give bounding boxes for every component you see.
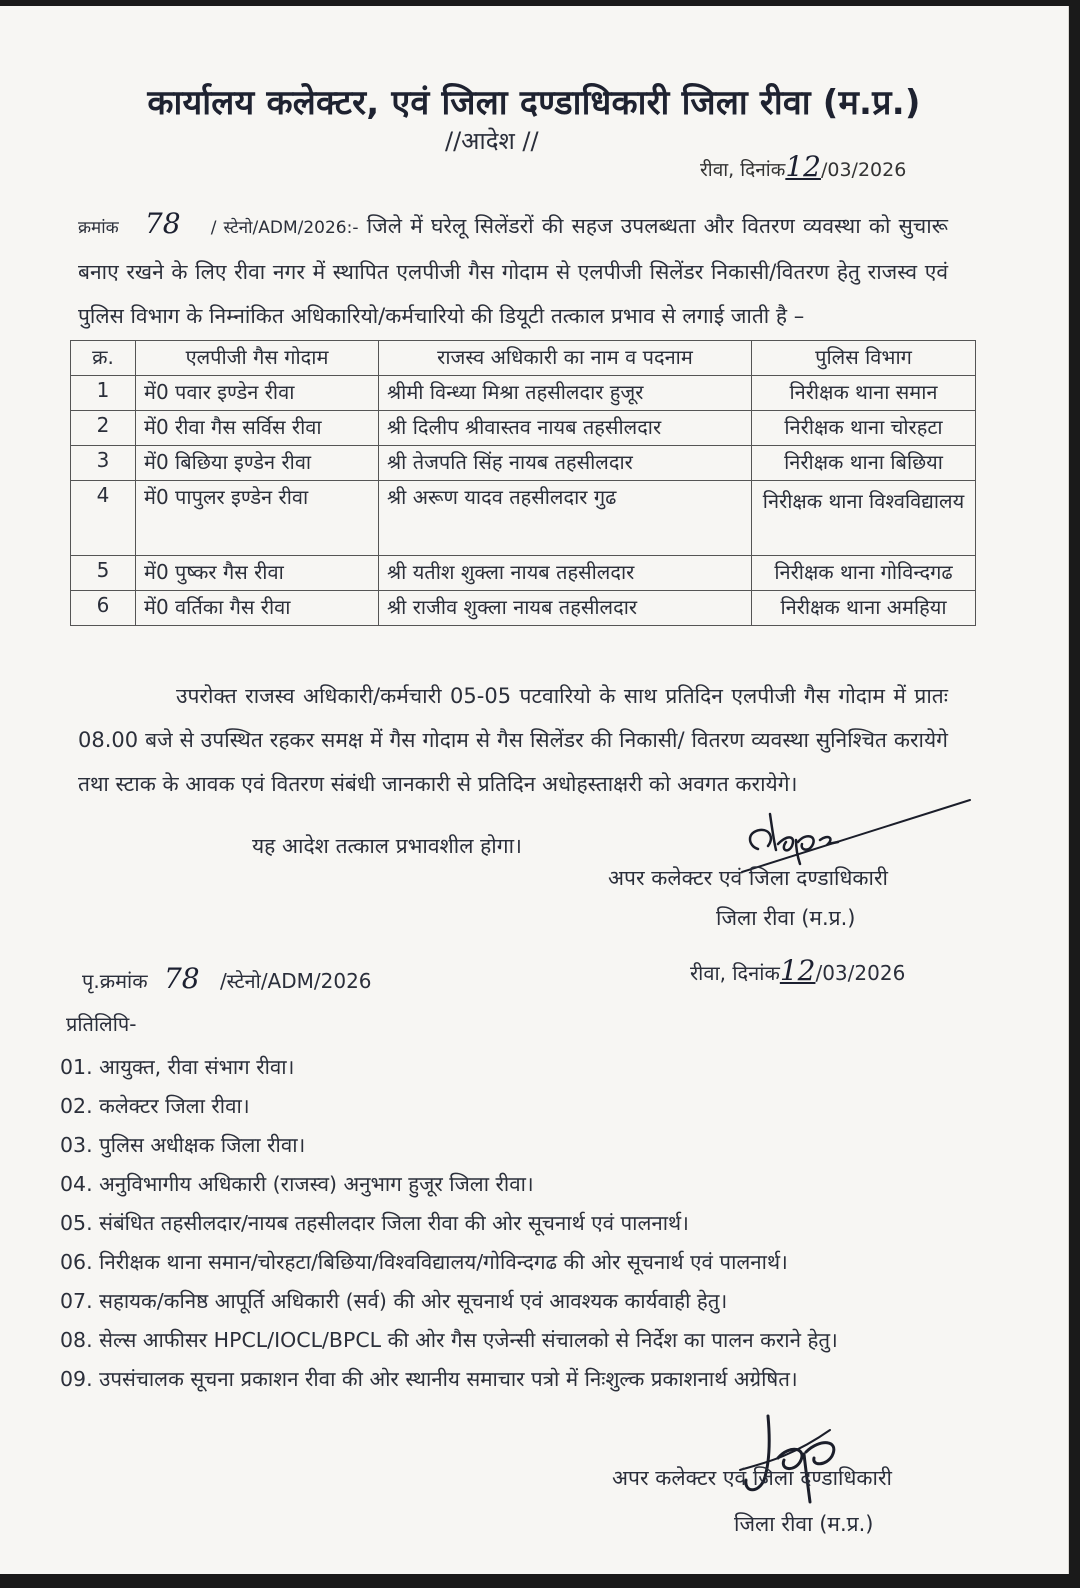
copy-date-prefix: रीवा, दिनांक [690, 961, 780, 985]
bottom-border [0, 1574, 1080, 1588]
copy-list [60, 1048, 1000, 1399]
list-item: 07. सहायक/कनिष्ठ आपूर्ति अधिकारी (सर्व) की ओर सूचनार्थ एवं आवश्यक कार्यवाही हेतु। [60, 1289, 728, 1313]
order-document [0, 6, 1069, 1574]
header-police: पुलिस विभाग [752, 341, 976, 376]
cell-sno: 3 [71, 446, 136, 481]
signature-bottom [720, 1410, 860, 1510]
copy-reference [82, 962, 372, 995]
cell-police: निरीक्षक थाना बिछिया [752, 446, 976, 481]
effective-line: यह आदेश तत्काल प्रभावशील होगा। [252, 834, 522, 858]
list-item: 08. सेल्स आफीसर HPCL/IOCL/BPCL की ओर गैस एजेन्सी संचालको से निर्देश का पालन कराने हेतु। [60, 1328, 838, 1352]
list-item: 03. पुलिस अधीक्षक जिला रीवा। [60, 1133, 306, 1157]
list-item: 04. अनुविभागीय अधिकारी (राजस्व) अनुभाग हुजूर जिला रीवा। [60, 1172, 534, 1196]
cell-godown: में0 पुष्कर गैस रीवा [136, 556, 379, 591]
cell-police: निरीक्षक थाना समान [752, 376, 976, 411]
cell-police: निरीक्षक थाना चोरहटा [752, 411, 976, 446]
signature-top [730, 794, 980, 874]
order-body: जिले में घरेलू सिलेंडरों की सहज उपलब्धता और वितरण व्यवस्था को सुचारू बनाए रखने के लिए रीवा नगर में स्थापित एलपीजी गैस गोदाम से एलपीजी सिलेंडर निकासी/वितरण हेतु राजस्व एवं पुलिस विभाग के निम्नांकित अधिकारियो/कर्मचारियो की डियूटी तत्काल प्रभाव से लगाई जाती है – [78, 214, 948, 328]
list-item: 02. कलेक्टर जिला रीवा। [60, 1094, 250, 1118]
copy-date-suffix: /03/2026 [815, 961, 906, 985]
cell-sno: 4 [71, 481, 136, 556]
copy-date [690, 954, 905, 987]
order-heading: //आदेश // [445, 127, 539, 155]
table-row [71, 446, 976, 481]
pr-kramank-label: पृ.क्रमांक [82, 969, 148, 993]
list-item: 09. उपसंचालक सूचना प्रकाशन रीवा की ओर स्थानीय समाचार पत्रो में निःशुल्क प्रकाशनार्थ अग्रेषित। [60, 1367, 798, 1391]
list-item: 05. संबंधित तहसीलदार/नायब तहसीलदार जिला रीवा की ओर सूचनार्थ एवं पालनार्थ। [60, 1211, 689, 1235]
cell-sno: 6 [71, 591, 136, 626]
cell-godown: में0 बिछिया इण्डेन रीवा [136, 446, 379, 481]
header-revenue-officer: राजस्व अधिकारी का नाम व पदनाम [379, 341, 752, 376]
signatory-title-bottom: अपर कलेक्टर एवं जिला दण्डाधिकारी [612, 1466, 892, 1490]
cell-police: निरीक्षक थाना विश्वविद्यालय [752, 481, 976, 556]
cell-officer: श्री दिलीप श्रीवास्तव नायब तहसीलदार [379, 411, 752, 446]
signatory-district-bottom: जिला रीवा (म.प्र.) [734, 1512, 874, 1536]
header-sno: क्र. [71, 341, 136, 376]
cell-officer: श्री यतीश शुक्ला नायब तहसीलदार [379, 556, 752, 591]
cell-officer: श्री तेजपति सिंह नायब तहसीलदार [379, 446, 752, 481]
signatory-district-top: जिला रीवा (म.प्र.) [716, 906, 856, 930]
instruction-paragraph: उपरोक्त राजस्व अधिकारी/कर्मचारी 05-05 पटवारियो के साथ प्रतिदिन एलपीजी गैस गोदाम में प्रातः 08.00 बजे से उपस्थित रहकर समक्ष में गैस गोदाम से गैस सिलेंडर की निकासी/ वितरण व्यवस्था सुनिश्चित करायेगे तथा स्टाक के आवक एवं वितरण संबंधी जानकारी से प्रतिदिन अधोहस्ताक्षरी को अवगत करायेगे। [78, 684, 948, 796]
table-row [71, 556, 976, 591]
kramank-number: 78 [144, 207, 181, 240]
duty-table [70, 340, 976, 626]
table-row [71, 376, 976, 411]
cell-sno: 1 [71, 376, 136, 411]
kramank-label: क्रमांक [78, 218, 119, 238]
cell-officer: श्री राजीव शुक्ला नायब तहसीलदार [379, 591, 752, 626]
kramank-ref: / स्टेनो/ADM/2026:- [210, 218, 359, 238]
pr-kramank-number: 78 [163, 962, 200, 995]
date-prefix: रीवा, दिनांक [700, 159, 786, 181]
date-suffix: /03/2026 [820, 159, 907, 181]
cell-officer: श्रीमी विन्ध्या मिश्रा तहसीलदार हुजूर [379, 376, 752, 411]
header-godown: एलपीजी गैस गोदाम [136, 341, 379, 376]
table-header-row [71, 341, 976, 376]
cell-police: निरीक्षक थाना गोविन्दगढ [752, 556, 976, 591]
cell-godown: में0 रीवा गैस सर्विस रीवा [136, 411, 379, 446]
cell-officer: श्री अरूण यादव तहसीलदार गुढ [379, 481, 752, 556]
signatory-title-top: अपर कलेक्टर एवं जिला दण्डाधिकारी [608, 866, 888, 890]
cell-police: निरीक्षक थाना अमहिया [752, 591, 976, 626]
table-row [71, 481, 976, 556]
order-paragraph [78, 202, 948, 338]
office-title: कार्यालय कलेक्टर, एवं जिला दण्डाधिकारी जिला रीवा (म.प्र.) [147, 83, 921, 123]
table-row [71, 591, 976, 626]
list-item: 06. निरीक्षक थाना समान/चोरहटा/बिछिया/विश्वविद्यालय/गोविन्दगढ की ओर सूचनार्थ एवं पालनार्थ। [60, 1250, 788, 1274]
cell-sno: 2 [71, 411, 136, 446]
cell-godown: में0 वर्तिका गैस रीवा [136, 591, 379, 626]
date-handwritten: 12 [785, 150, 821, 183]
cell-sno: 5 [71, 556, 136, 591]
order-date [700, 150, 906, 183]
table-row [71, 411, 976, 446]
cell-godown: में0 पवार इण्डेन रीवा [136, 376, 379, 411]
cell-godown: में0 पापुलर इण्डेन रीवा [136, 481, 379, 556]
pr-kramank-ref: /स्टेनो/ADM/2026 [219, 969, 372, 993]
pratilipi-label: प्रतिलिपि- [66, 1012, 137, 1036]
list-item: 01. आयुक्त, रीवा संभाग रीवा। [60, 1055, 295, 1079]
copy-date-handwritten: 12 [779, 954, 816, 987]
